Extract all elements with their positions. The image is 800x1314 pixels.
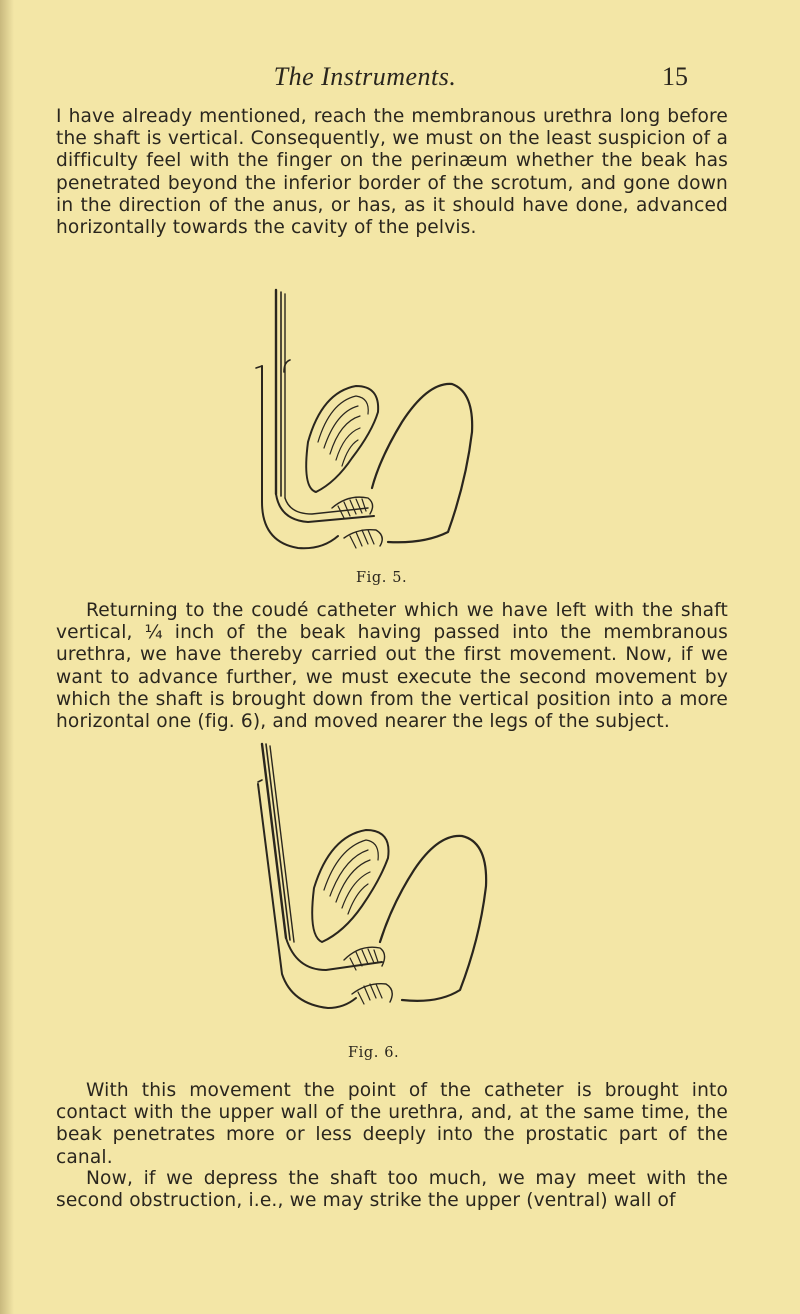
paragraph-3: With this movement the point of the catheter is brought into contact with the upper wall of the urethra, and, at the same time, the beak penetrates more or less deeply into the prostatic part of the canal. (56, 1080, 728, 1168)
running-title: The Instruments. (273, 62, 457, 91)
paragraph-1: I have already mentioned, reach the membranous urethra long before the shaft is vertical. Consequently, we must on the least suspicion of a difficulty feel with the finger on the perinæum whether the beak has penetrated beyond the inferior border of the scrotum, and gone down in the direction of the anus, or has, as it should have done, advanced horizontally towards the cavity of the pelvis. (56, 106, 728, 239)
page-number: 15 (662, 62, 688, 91)
figure-6-illustration (252, 738, 492, 1048)
page-header (0, 62, 800, 96)
figure-5-illustration (252, 282, 492, 572)
paragraph-2: Returning to the coudé catheter which we have left with the shaft vertical, ¼ inch of the beak having passed into the membranous urethra, we have thereby carried out the first movement. Now, if we want to advance further, we must execute the second movement by which the shaft is brought down from the vertical position into a more horizontal one (fig. 6), and moved nearer the legs of the subject. (56, 600, 728, 733)
figure-5-caption: Fig. 5. (356, 570, 408, 586)
paragraph-4: Now, if we depress the shaft too much, we may meet with the second obstruction, i.e., we may strike the upper (ventral) wall of (56, 1168, 728, 1212)
page-gutter-shadow (0, 0, 14, 1314)
figure-6-caption: Fig. 6. (348, 1045, 400, 1061)
